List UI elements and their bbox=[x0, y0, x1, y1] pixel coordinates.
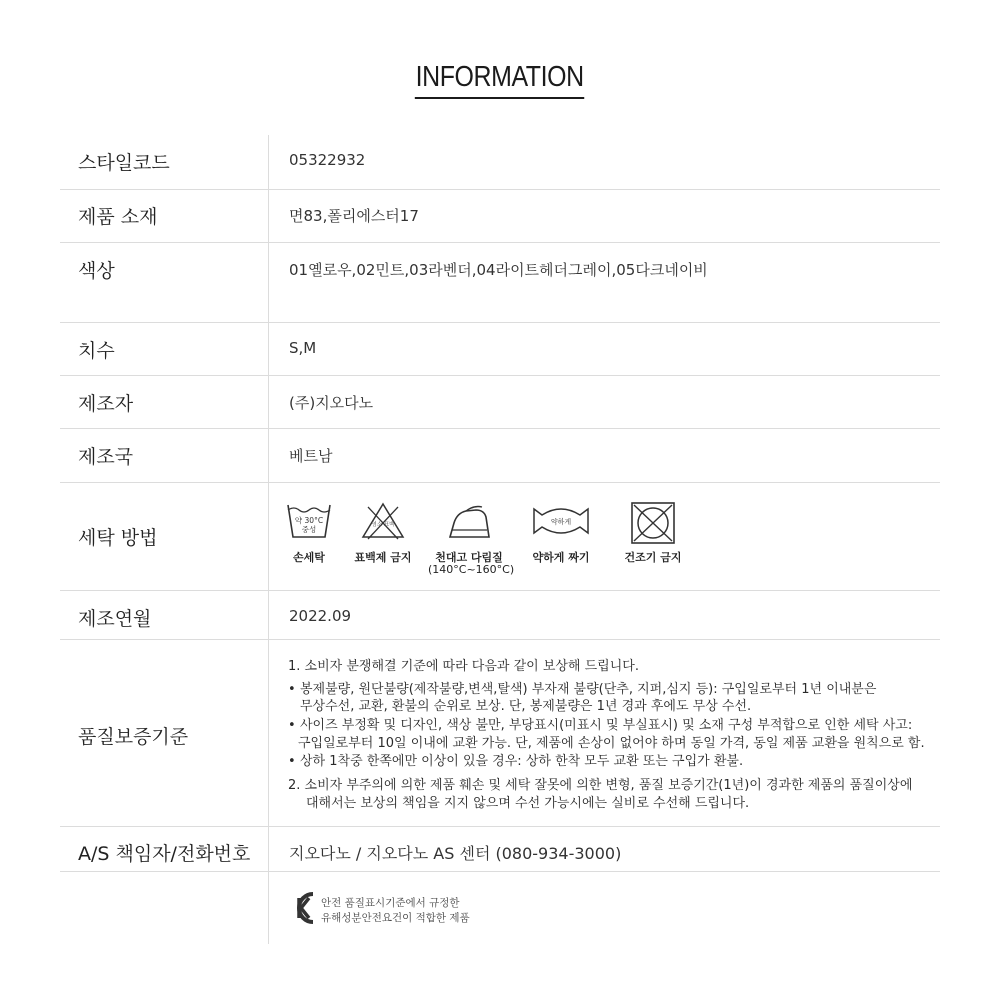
label-washing: 세탁 방법 bbox=[78, 527, 158, 549]
value-as: 지오다노 / 지오다노 AS 센터 (080-934-3000) bbox=[289, 844, 622, 863]
no-bleach-icon bbox=[354, 501, 412, 564]
row-country bbox=[60, 429, 940, 483]
wring-caption: 약하게 짜기 bbox=[532, 551, 590, 564]
kc-icon bbox=[289, 890, 317, 926]
quality-line-7: 2. 소비자 부주의에 의한 제품 훼손 및 세탁 잘못에 의한 변형, 품질 보증기간(1년)이 경과한 제품의 품질이상에 bbox=[288, 778, 913, 793]
row-maker bbox=[60, 376, 940, 429]
quality-line-1: 1. 소비자 분쟁해결 기준에 따라 다음과 같이 보상해 드립니다. bbox=[288, 659, 639, 674]
iron-caption: 천대고 다림질 bbox=[435, 551, 503, 564]
quality-line-8: 대해서는 보상의 책임을 지지 않으며 수선 가능시에는 실비로 수선해 드립니다. bbox=[306, 796, 750, 811]
label-style-code: 스타일코드 bbox=[78, 152, 170, 174]
bleach-inner-text: 염소 표백 bbox=[371, 522, 395, 528]
wash-30c-icon bbox=[286, 501, 332, 564]
wash-neutral-text: 중성 bbox=[301, 525, 317, 534]
label-material: 제품 소재 bbox=[78, 206, 158, 228]
value-material: 면83,폴리에스터17 bbox=[289, 207, 419, 225]
row-washing bbox=[60, 483, 940, 591]
wash-caption: 손세탁 bbox=[293, 551, 325, 564]
no-bleach-caption: 표백제 금지 bbox=[354, 551, 412, 564]
label-size: 치수 bbox=[78, 340, 115, 362]
gentle-wring-icon bbox=[532, 501, 590, 564]
label-quality: 품질보증기준 bbox=[78, 726, 189, 748]
value-color: 01옐로우,02민트,03라벤더,04라이트헤더그레이,05다크네이비 bbox=[289, 261, 708, 279]
quality-line-6: • 상하 1착중 한쪽에만 이상이 있을 경우: 상하 한착 모두 교환 또는 구입가 환불. bbox=[288, 754, 744, 769]
row-quality bbox=[60, 640, 940, 827]
wash-temp-text: 약 30°C bbox=[294, 516, 324, 525]
iron-temp-caption: (140°C~160°C) bbox=[428, 563, 515, 576]
page-title: INFORMATION bbox=[0, 58, 1000, 99]
kc-text-2: 유해성분안전요건이 적합한 제품 bbox=[321, 912, 470, 924]
label-country: 제조국 bbox=[78, 446, 134, 468]
value-maker: (주)지오다노 bbox=[289, 394, 374, 412]
value-size: S,M bbox=[289, 339, 317, 357]
row-size bbox=[60, 323, 940, 376]
row-as bbox=[60, 827, 940, 872]
value-country: 베트남 bbox=[289, 447, 333, 465]
label-maker: 제조자 bbox=[78, 393, 134, 415]
row-material bbox=[60, 189, 940, 243]
value-style-code: 05322932 bbox=[289, 151, 366, 169]
iron-icon bbox=[428, 501, 515, 576]
no-tumble-dry-icon bbox=[624, 501, 682, 564]
no-tumble-dry-caption: 건조기 금지 bbox=[624, 551, 682, 564]
row-color bbox=[60, 243, 940, 323]
quality-line-4: • 사이즈 부정확 및 디자인, 색상 불만, 부당표시(미표시 및 부실표시) 및 소재 구성 부적합으로 인한 세탁 사고: bbox=[288, 718, 913, 733]
kc-text-1: 안전 품질표시기준에서 규정한 bbox=[321, 897, 460, 909]
row-manufacture-date bbox=[60, 591, 940, 640]
quality-line-5: 구입일로부터 10일 이내에 교환 가능. 단, 제품에 손상이 없어야 하며 동일 가격, 동일 제품 교환을 원칙으로 함. bbox=[298, 736, 925, 751]
row-kc bbox=[60, 872, 940, 944]
value-manufacture-date: 2022.09 bbox=[289, 607, 352, 625]
label-manufacture-date: 제조연월 bbox=[78, 608, 152, 630]
quality-line-3: 무상수선, 교환, 환불의 순위로 보상. 단, 봉제불량은 1년 경과 후에도 무상 수선. bbox=[300, 699, 752, 714]
label-color: 색상 bbox=[78, 260, 115, 282]
quality-line-2: • 봉제불량, 원단불량(제작불량,변색,탈색) 부자재 불량(단추, 지퍼,심지 등): 구입일로부터 1년 이내분은 bbox=[288, 682, 877, 697]
wring-inner-text: 약하게 bbox=[550, 518, 572, 526]
kc-mark bbox=[289, 890, 470, 930]
row-style-code bbox=[60, 135, 940, 190]
label-as: A/S 책임자/전화번호 bbox=[78, 843, 251, 865]
